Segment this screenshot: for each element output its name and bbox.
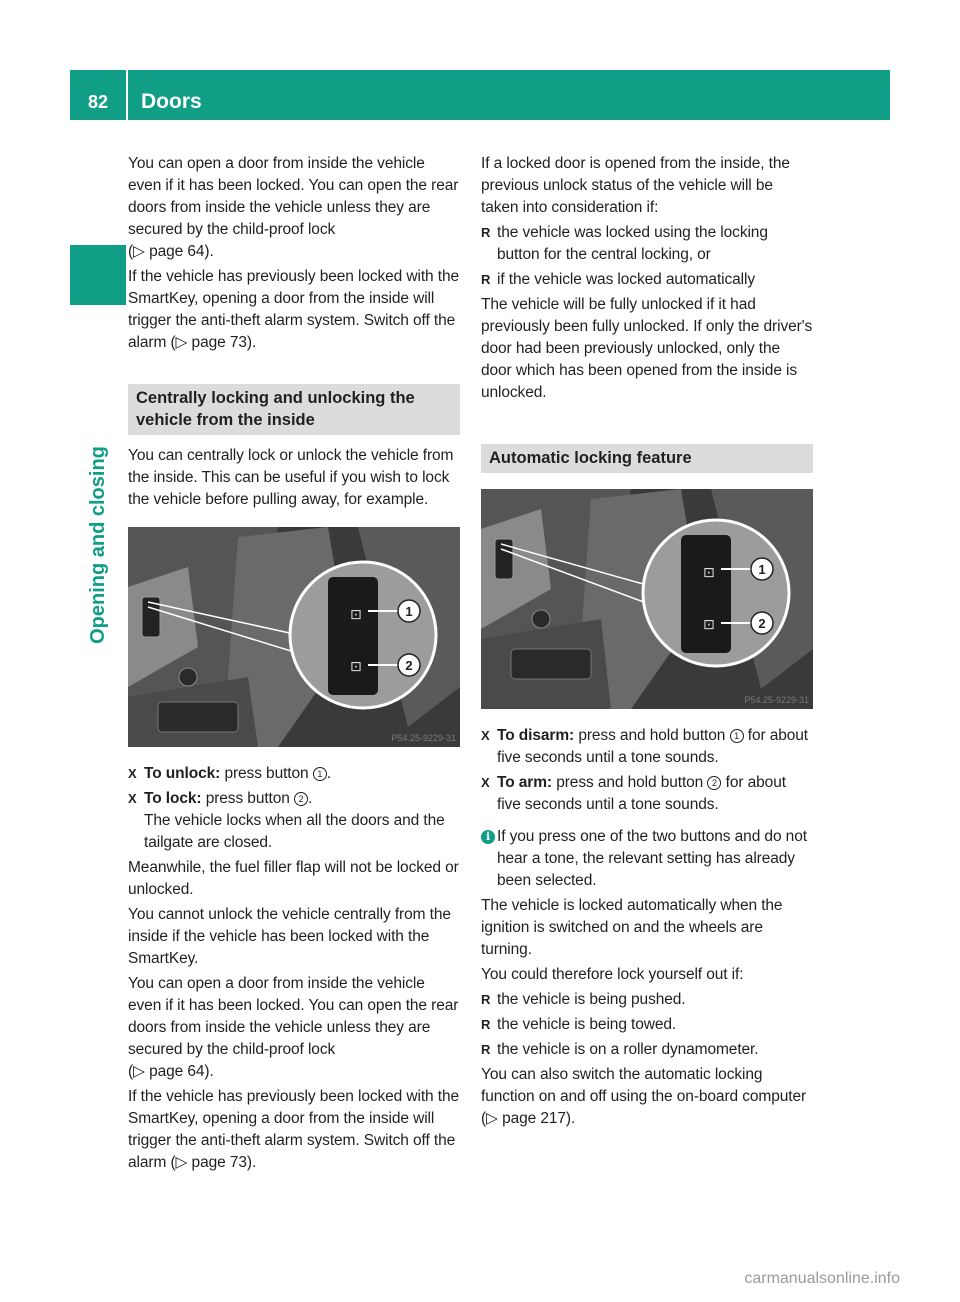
paragraph: If the vehicle has previously been locked with the SmartKey, opening a door from the inside will trigger the anti-theft alarm system. Switch off the alarm (▷ page 73). <box>128 1088 460 1171</box>
header-divider <box>126 70 128 120</box>
instruction-step: X To disarm: press and hold button 1 for about five seconds until a tone sounds. <box>481 727 809 766</box>
button-2-marker: 2 <box>707 776 721 790</box>
door-lock-button-figure <box>128 527 460 747</box>
paragraph: The vehicle will be fully unlocked if it had previously been fully unlocked. If only the driver's door had been previously unlocked, only the door which has been opened from the inside is unlocked. <box>481 296 813 401</box>
list-item: R if the vehicle was locked automatically <box>481 271 756 288</box>
automatic-locking-figure <box>481 489 813 709</box>
svg-text:1: 1 <box>758 562 766 577</box>
instruction-step: X To unlock: press button 1 . <box>128 765 331 782</box>
paragraph: If a locked door is opened from the inside, the previous unlock status of the vehicle will be taken into consideration if: <box>481 155 790 216</box>
svg-text:⊡: ⊡ <box>350 607 362 623</box>
button-1-marker: 1 <box>313 767 327 781</box>
list-item: R the vehicle is being pushed. <box>481 991 686 1008</box>
info-icon: i <box>481 830 495 844</box>
paragraph: You could therefore lock yourself out if: <box>481 966 744 983</box>
right-column <box>481 153 813 1133</box>
paragraph: If the vehicle has previously been locked with the SmartKey, opening a door from the inside will trigger the anti-theft alarm system. Switch off the alarm (▷ page 73). <box>128 268 460 351</box>
door-panel-illustration <box>128 527 460 747</box>
chapter-label: Opening and closing <box>87 446 109 644</box>
paragraph: You can open a door from inside the vehicle even if it has been locked. You can open the rear doors from inside the vehicle unless they are secured by the child-proof lock (▷ page 64). <box>128 975 459 1080</box>
button-2-marker: 2 <box>294 792 308 806</box>
page-title: Doors <box>141 90 202 113</box>
svg-text:2: 2 <box>758 616 766 631</box>
instruction-step: X To lock: press button 2 . The vehicle locks when all the doors and the tailgate are closed. <box>128 790 445 851</box>
figure-code: P54.25-9229-31 <box>744 695 809 705</box>
svg-text:⊡: ⊡ <box>703 617 715 633</box>
button-1-marker: 1 <box>730 729 744 743</box>
svg-text:1: 1 <box>405 604 413 619</box>
list-item: R the vehicle is being towed. <box>481 1016 677 1033</box>
left-column <box>128 153 460 1177</box>
svg-text:⊡: ⊡ <box>350 659 362 675</box>
figure-code: P54.25-9229-31 <box>391 733 456 743</box>
door-panel-illustration <box>481 489 813 709</box>
section-heading: Centrally locking and unlocking the vehicle from the inside <box>128 384 460 435</box>
paragraph: The vehicle is locked automatically when the ignition is switched on and the wheels are turning. <box>481 897 783 958</box>
info-note: i If you press one of the two buttons and do not hear a tone, the relevant setting has already been selected. <box>481 826 813 892</box>
section-heading: Automatic locking feature <box>481 444 813 473</box>
paragraph: You can centrally lock or unlock the vehicle from the inside. This can be useful if you wish to lock the vehicle before pulling away, for example. <box>128 447 454 508</box>
list-item: R the vehicle is on a roller dynamometer. <box>481 1041 759 1058</box>
page-reference[interactable]: (▷ page 64). <box>128 243 214 260</box>
page-reference[interactable]: (▷ page 64). <box>128 1063 214 1080</box>
svg-text:2: 2 <box>405 658 413 673</box>
side-tab <box>70 245 126 305</box>
page-number: 82 <box>87 92 109 112</box>
svg-text:⊡: ⊡ <box>703 565 715 581</box>
paragraph: You cannot unlock the vehicle centrally from the inside if the vehicle has been locked with the SmartKey. <box>128 906 451 967</box>
paragraph: Meanwhile, the fuel filler flap will not be locked or unlocked. <box>128 859 459 898</box>
paragraph: You can open a door from inside the vehicle even if it has been locked. You can open the rear doors from inside the vehicle unless they are secured by the child-proof lock (▷ page 64). <box>128 155 459 260</box>
list-item: R the vehicle was locked using the locking button for the central locking, or <box>481 224 768 263</box>
paragraph: You can also switch the automatic locking function on and off using the on-board computer (▷ page 217). <box>481 1066 807 1127</box>
watermark: carmanualsonline.info <box>744 1270 900 1287</box>
instruction-step: X To arm: press and hold button 2 for about five seconds until a tone sounds. <box>481 774 786 813</box>
